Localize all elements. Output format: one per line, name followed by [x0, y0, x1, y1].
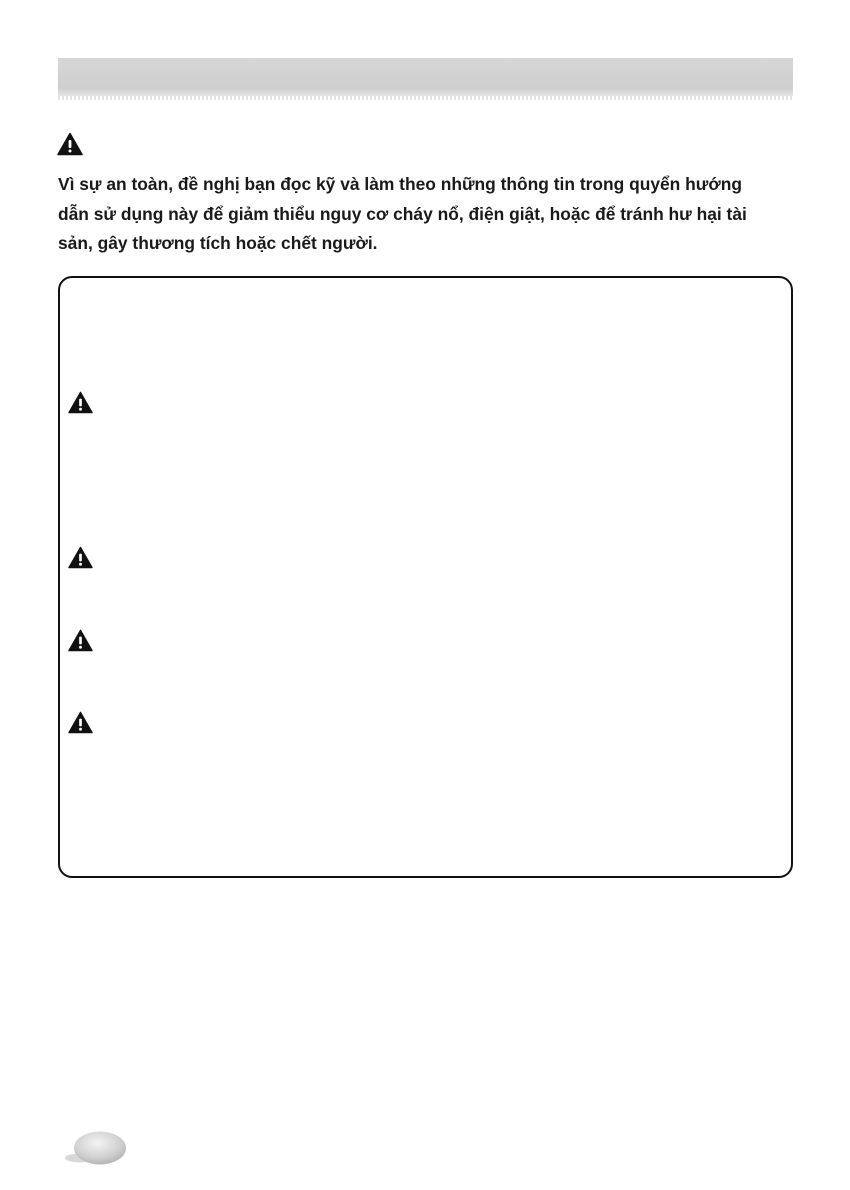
warning-triangle-icon — [68, 629, 93, 652]
section-header-bar — [58, 58, 793, 96]
warning-triangle-icon — [68, 546, 93, 569]
safety-notice-box — [58, 276, 793, 878]
warning-triangle-icon — [68, 391, 93, 414]
warning-triangle-icon — [68, 711, 93, 734]
page-number-badge — [64, 1131, 128, 1167]
safety-intro-text: Vì sự an toàn, đề nghị bạn đọc kỹ và làm theo những thông tin trong quyển hướng dẫn sử dụng này để giảm thiểu nguy cơ cháy nổ, điện giật, hoặc để tránh hư hại tài sản, gây thương tích hoặc chết người. — [58, 174, 747, 253]
warning-triangle-icon — [57, 132, 83, 156]
